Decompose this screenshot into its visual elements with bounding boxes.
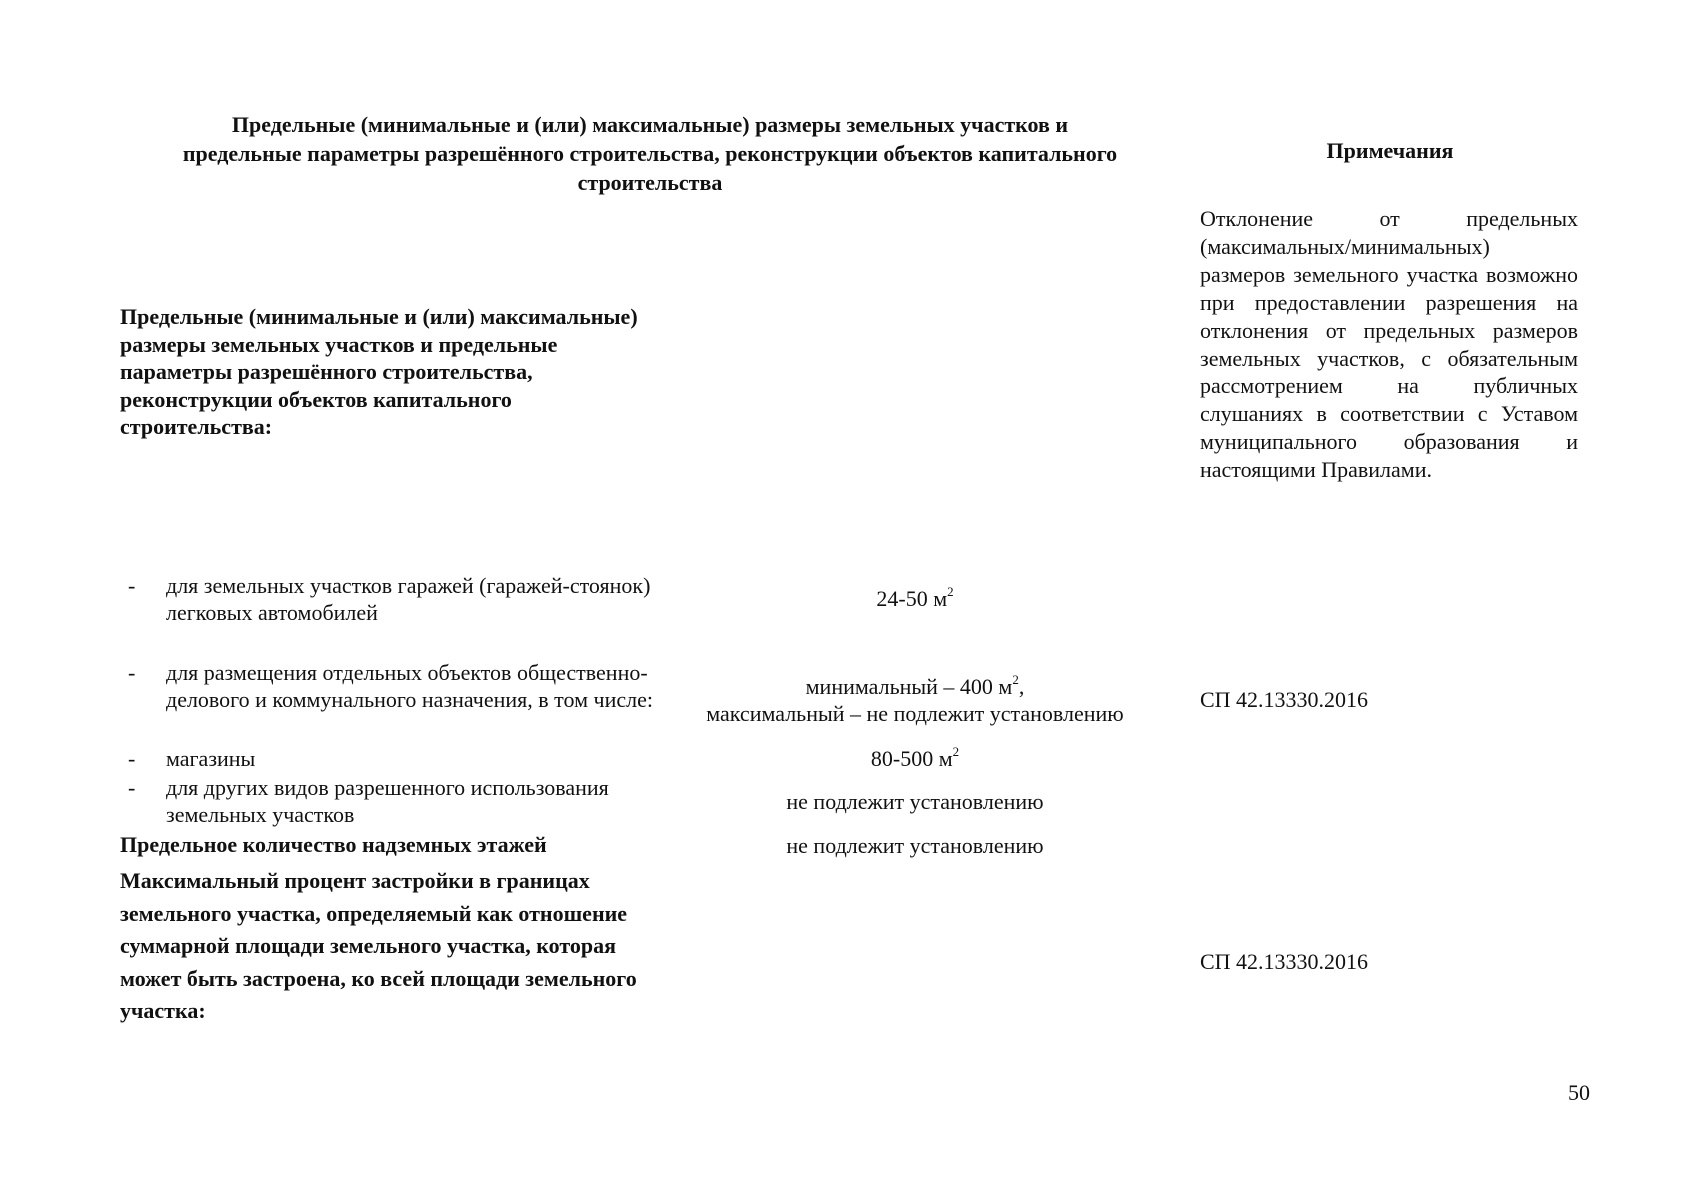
- list-dash: -: [128, 573, 136, 598]
- column-header-limits-line3: строительства: [577, 170, 723, 195]
- list-dash: -: [128, 660, 136, 685]
- list-dash: -: [128, 775, 136, 800]
- column-header-limits-line1: Предельные (минимальные и (или) максимальные) размеры земельных участков и: [231, 112, 1069, 137]
- floors-value: не подлежит установлению: [786, 833, 1044, 858]
- floors-label: Предельное количество надземных этажей: [120, 832, 547, 857]
- list-item-other-uses: [128, 774, 668, 828]
- value-line-max: максимальный – не подлежит установлению: [706, 701, 1124, 726]
- section-heading-limits: Предельные (минимальные и (или) максимальные) размеры земельных участков и предельные параметры разрешённого строительства, реконструкции объектов капитального строительства:: [120, 304, 638, 440]
- column-header-limits-line2: предельные параметры разрешённого строительства, реконструкции объектов капитального: [182, 141, 1118, 166]
- value-garages: [650, 585, 1180, 612]
- column-header-notes: Примечания: [1326, 138, 1454, 163]
- value-text: 80-500 м: [870, 746, 953, 771]
- page-number: 50: [1568, 1080, 1590, 1105]
- list-item-garages: [128, 572, 668, 626]
- list-item-label: для размещения отдельных объектов общественно-делового и коммунального назначения, в том числе:: [166, 660, 653, 712]
- value-superscript: 2: [947, 583, 954, 599]
- list-item-label: магазины: [166, 746, 256, 771]
- column-header-limits: [120, 110, 1180, 197]
- list-item-shops: [128, 745, 668, 772]
- value-text: 24-50 м: [876, 586, 948, 611]
- value-superscript: 2: [952, 743, 960, 759]
- value-line-min: минимальный – 400 $м^2$,: [805, 671, 1025, 699]
- list-item-label: для других видов разрешенного использования земельных участков: [166, 775, 609, 827]
- value-other-uses: не подлежит установлению: [786, 789, 1044, 814]
- value-shops: [650, 745, 1180, 772]
- list-item-label: для земельных участков гаражей (гаражей-стоянок) легковых автомобилей: [166, 573, 651, 625]
- list-item-public-objects: [128, 659, 668, 713]
- list-dash: -: [128, 746, 136, 771]
- deviation-note: Отклонение от предельных (максимальных/минимальных) размеров земельного участка возможно при предоставлении разрешения на отклонения от предельных размеров земельных участков, с обязательным рассмотрением на публичных слушаниях в соответствии с Уставом муниципального образования и настоящими Правилами.: [1200, 206, 1578, 483]
- reference-public-objects: СП 42.13330.2016: [1200, 687, 1369, 712]
- reference-build-percent: СП 42.13330.2016: [1200, 949, 1369, 974]
- value-public-objects: [650, 673, 1180, 727]
- section-heading-build-percent: Максимальный процент застройки в границах земельного участка, определяемый как отношение суммарной площади земельного участка, которая может быть застроена, ко всей площади земельного участка:: [120, 868, 637, 1023]
